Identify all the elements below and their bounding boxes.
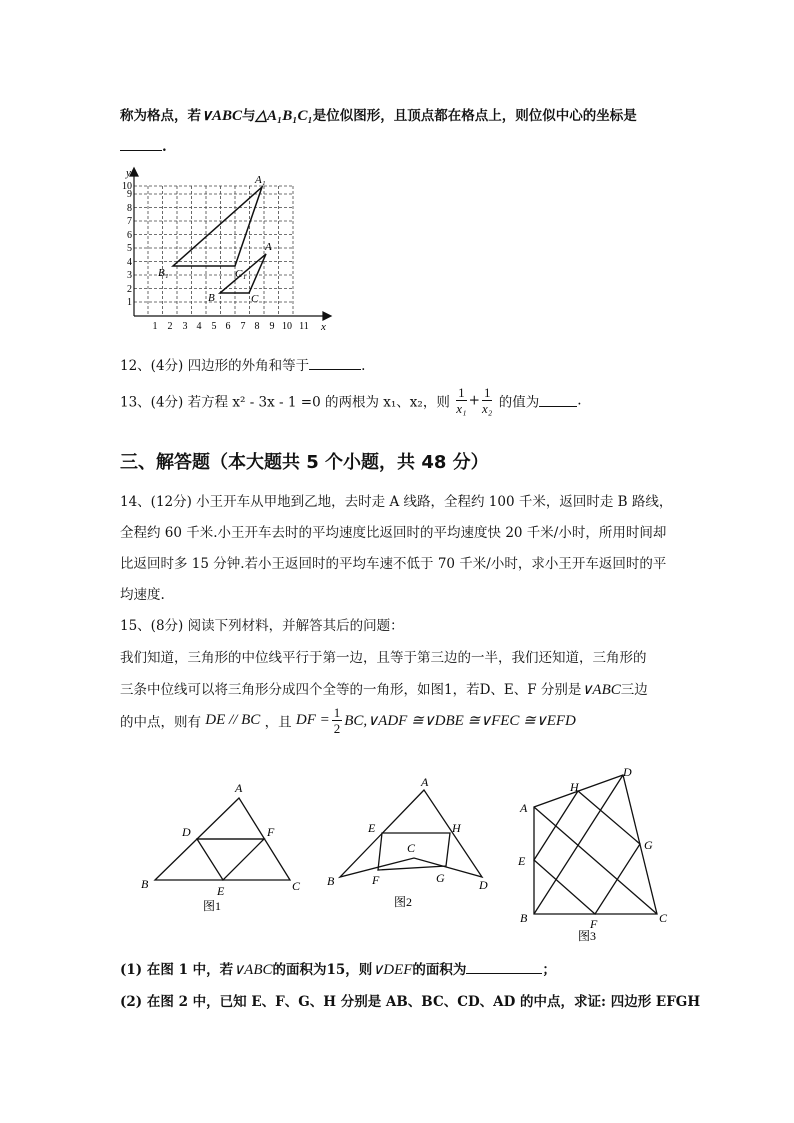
fig2-label-g: G bbox=[436, 871, 445, 885]
q15-intro: 15、(8分) 阅读下列材料，并解答其后的问题： bbox=[120, 618, 404, 634]
y-tick: 4 bbox=[127, 257, 132, 268]
q15-part-2: (2) 在图 2 中，已知 E、F、G、H 分别是 AB、BC、CD、AD 的中点，求证: 四边形 EFGH bbox=[120, 994, 701, 1010]
triangle-a1b1c1 bbox=[173, 187, 262, 266]
fig3-label-g: G bbox=[644, 838, 653, 852]
q11-triangle-abc: ∨ABC bbox=[201, 108, 242, 124]
q15-line2-triangle: ∨ABC bbox=[581, 682, 621, 698]
fig3-label-c: C bbox=[659, 911, 668, 925]
q11-end: . bbox=[162, 139, 167, 155]
fig1-label-b: B bbox=[141, 877, 149, 891]
point-label-c1: C₁ bbox=[235, 268, 247, 280]
x-tick: 6 bbox=[225, 321, 231, 332]
x-tick: 4 bbox=[196, 321, 202, 332]
fig3-label-e: E bbox=[518, 854, 526, 868]
q15-line3-df: DF = bbox=[295, 712, 330, 728]
q13-answer-blank[interactable] bbox=[539, 394, 577, 407]
x-tick: 1 bbox=[152, 321, 158, 332]
axes bbox=[130, 168, 331, 320]
q15-half-fraction bbox=[332, 705, 343, 736]
q12-answer-blank[interactable] bbox=[309, 357, 361, 370]
q15-part1-triangle-abc: ∨ABC bbox=[233, 962, 273, 978]
y-tick: 1 bbox=[127, 297, 132, 308]
q11-text-a: 称为格点，若 bbox=[120, 108, 201, 124]
q11-triangle-a1b1c1: △A₁B₁C₁ bbox=[255, 108, 313, 124]
y-tick: 5 bbox=[127, 243, 132, 254]
fig1-label-d: D bbox=[182, 825, 191, 839]
fig1-label-a: A bbox=[235, 781, 243, 795]
fig1-label-f: F bbox=[267, 825, 275, 839]
fig2-label-h: H bbox=[452, 821, 461, 835]
y-tick: 2 bbox=[127, 284, 132, 295]
y-tick: 3 bbox=[127, 270, 132, 281]
q15-line3-text-c: ，且 bbox=[264, 714, 292, 731]
fig2-label-c: C bbox=[407, 841, 416, 855]
q13-end: . bbox=[577, 392, 582, 409]
x-tick-labels bbox=[153, 321, 309, 332]
q11-text-b: 与 bbox=[242, 108, 256, 124]
fig3-label-a: A bbox=[520, 801, 528, 815]
fig1-triangle-def bbox=[197, 839, 264, 880]
q15-part1-end: ； bbox=[542, 962, 556, 978]
q14-line-2: 全程约 60 千米.小王开车去时的平均速度比返回时的平均速度快 20 千米/小时，所用时间却 bbox=[120, 525, 667, 541]
q11-answer-blank[interactable] bbox=[120, 136, 162, 151]
q12-end: . bbox=[361, 358, 366, 374]
fig3-caption: 图3 bbox=[578, 929, 597, 943]
q15-part1-text-a: (1) 在图 1 中，若 bbox=[120, 962, 234, 978]
fig2-label-b: B bbox=[327, 874, 335, 888]
section-3-heading: 三、解答题（本大题共 5 个小题，共 48 分） bbox=[120, 452, 489, 473]
x-tick: 2 bbox=[167, 321, 173, 332]
y-tick: 6 bbox=[127, 230, 132, 241]
q15-part1-triangle-def: ∨DEF bbox=[372, 962, 413, 978]
q14-line-4: 均速度. bbox=[120, 587, 165, 603]
q15-line3-text-a: 的中点，则有 bbox=[120, 714, 201, 731]
q15-line2-text-c: 三边 bbox=[620, 682, 648, 698]
q11-text-c: 是位似图形，且顶点都在格点上，则位似中心的坐标是 bbox=[312, 108, 637, 124]
figure-3 bbox=[510, 762, 685, 947]
fig2-label-d: D bbox=[479, 878, 488, 892]
figure-2 bbox=[322, 772, 497, 912]
q15-frac-denominator: 2 bbox=[333, 721, 341, 736]
q13-frac2-denominator: x₂ bbox=[482, 401, 493, 416]
fig2-label-a: A bbox=[421, 775, 429, 789]
q12-text: 12、(4分) 四边形的外角和等于 bbox=[120, 358, 310, 374]
q15-part1-text-c: 的面积为15，则 bbox=[272, 962, 373, 978]
x-tick: 7 bbox=[240, 321, 246, 332]
q15-frac-numerator: 1 bbox=[333, 705, 341, 720]
q11-line bbox=[120, 104, 637, 125]
fig2-label-f: F bbox=[372, 873, 380, 887]
y-tick: 9 bbox=[127, 189, 132, 200]
fig3-label-b: B bbox=[520, 911, 528, 925]
q14-line-3: 比返回时多 15 分钟.若小王返回时的平均车速不低于 70 千米/小时，求小王开车返回时的平 bbox=[120, 556, 667, 572]
figure-1 bbox=[135, 778, 310, 918]
fig2-caption: 图2 bbox=[394, 895, 413, 909]
x-tick: 5 bbox=[211, 321, 217, 332]
q13-text-b: 的值为 bbox=[498, 394, 540, 411]
x-tick: 3 bbox=[182, 321, 188, 332]
q15-part-1 bbox=[120, 958, 556, 979]
q13-text-a: 13、(4分) 若方程 x² - 3x - 1 =0 的两根为 x₁、x₂，则 bbox=[120, 394, 450, 411]
q15-line-3 bbox=[120, 705, 576, 736]
x-tick: 8 bbox=[254, 321, 260, 332]
q15-line-1: 我们知道，三角形的中位线平行于第一边，且等于第三边的一半，我们还知道，三角形的 bbox=[120, 650, 647, 666]
q13-frac1-numerator: 1 bbox=[458, 385, 465, 400]
q13-frac1-denominator: x₁ bbox=[456, 401, 467, 416]
q15-part1-text-e: 的面积为 bbox=[412, 962, 467, 978]
fig3-quad-abcd bbox=[534, 775, 657, 914]
point-label-b: B bbox=[208, 292, 215, 304]
q14-line-1: 14、(12分) 小王开车从甲地到乙地，去时走 A 线路，全程约 100 千米，返回时走 B 路线， bbox=[120, 494, 673, 510]
point-label-a: A bbox=[265, 241, 272, 253]
point-label-c: C bbox=[251, 293, 259, 305]
lattice-grid-figure bbox=[118, 166, 338, 336]
q13-fraction-2 bbox=[482, 385, 493, 416]
q15-part1-answer-blank[interactable] bbox=[466, 960, 542, 974]
fig3-label-f: F bbox=[590, 917, 598, 931]
y-axis-label: y bbox=[126, 167, 131, 179]
fig1-label-e: E bbox=[217, 884, 225, 898]
q15-line2-text-a: 三条中位线可以将三角形分成四个全等的一角形，如图1，若D、E、F 分别是 bbox=[120, 682, 582, 698]
q15-line-2 bbox=[120, 678, 648, 699]
point-label-b1: B₁ bbox=[158, 267, 169, 279]
fig3-label-d: D bbox=[623, 765, 632, 779]
point-label-a1: A₁ bbox=[255, 174, 266, 186]
q15-line3-congruence: BC,∨ADF ≅∨DBE ≅∨FEC ≅∨EFD bbox=[344, 713, 576, 729]
y-tick-labels bbox=[122, 181, 132, 308]
x-tick: 11 bbox=[299, 321, 309, 332]
fig3-label-h: H bbox=[570, 780, 579, 794]
q13-plus: + bbox=[468, 392, 480, 409]
q11-answer-line bbox=[120, 136, 167, 155]
y-tick: 10 bbox=[122, 181, 132, 192]
y-tick: 8 bbox=[127, 203, 132, 214]
q13-fraction-1 bbox=[456, 385, 467, 416]
fig2-label-e: E bbox=[368, 821, 376, 835]
q15-line3-parallel: DE // BC bbox=[205, 712, 261, 728]
q12-line bbox=[120, 354, 365, 374]
fig1-caption: 图1 bbox=[203, 899, 222, 913]
q13-frac2-numerator: 1 bbox=[483, 385, 491, 400]
x-tick: 9 bbox=[269, 321, 275, 332]
y-tick: 7 bbox=[127, 216, 132, 227]
fig1-label-c: C bbox=[292, 879, 301, 893]
q13-line bbox=[120, 385, 582, 416]
x-tick: 10 bbox=[282, 321, 292, 332]
x-axis-label: x bbox=[321, 321, 326, 333]
